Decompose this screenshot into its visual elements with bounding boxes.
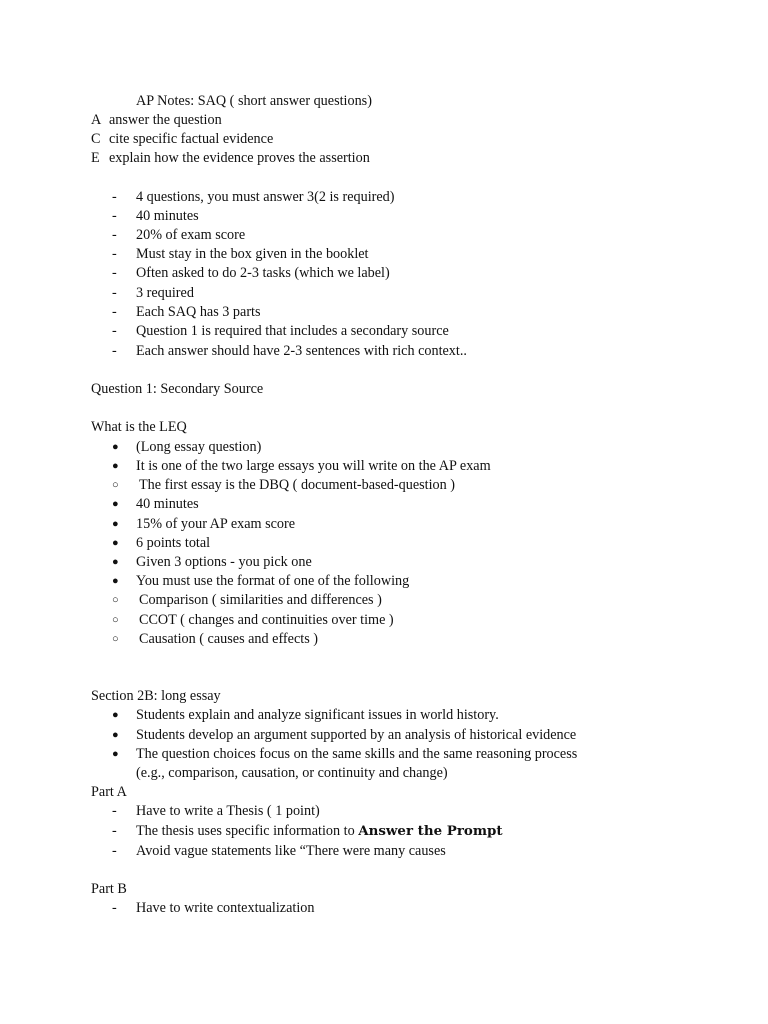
section-heading: What is the LEQ (91, 419, 187, 435)
list-item (112, 726, 576, 746)
bullet-marker: ● (112, 556, 119, 568)
list-item (112, 515, 295, 535)
list-item-text: Question 1 is required that includes a secondary source (136, 323, 449, 339)
list-item-text: Comparison ( similarities and differences ) (139, 592, 382, 608)
bullet-marker: ● (112, 537, 119, 549)
list-item (112, 611, 394, 631)
acronym-letter: C (91, 131, 101, 147)
list-item (112, 495, 199, 515)
list-item (112, 899, 314, 918)
dash-marker: - (112, 900, 117, 916)
dash-marker: - (112, 227, 117, 243)
bullet-marker: ● (112, 441, 119, 453)
page-title: AP Notes: SAQ ( short answer questions) (136, 93, 372, 109)
list-item (112, 534, 210, 554)
dash-marker: - (112, 343, 117, 359)
acronym-text: explain how the evidence proves the assertion (109, 150, 370, 166)
list-item (112, 245, 369, 264)
section-heading: Question 1: Secondary Source (91, 381, 264, 397)
list-item-text: 40 minutes (136, 208, 199, 224)
acronym-text: answer the question (109, 112, 222, 128)
circle-marker: ○ (112, 614, 119, 626)
section-heading: Part B (91, 881, 127, 897)
dash-marker: - (112, 803, 117, 819)
list-item-text: Each answer should have 2-3 sentences with rich context.. (136, 343, 467, 359)
dash-marker: - (112, 285, 117, 301)
dash-marker: - (112, 843, 117, 859)
list-item (112, 822, 503, 841)
acronym-line-a (91, 111, 222, 130)
circle-marker: ○ (112, 594, 119, 606)
dash-marker: - (112, 246, 117, 262)
list-item-text: Often asked to do 2-3 tasks (which we label) (136, 265, 390, 281)
list-item-text: 6 points total (136, 535, 211, 551)
dash-marker: - (112, 189, 117, 205)
list-item-text: 4 questions, you must answer 3(2 is required) (136, 189, 395, 205)
acronym-line-c (91, 130, 273, 149)
section-heading: Part A (91, 784, 127, 800)
list-item-text: You must use the format of one of the following (136, 573, 410, 589)
list-item-text: Have to write contextualization (136, 900, 315, 916)
dash-marker: - (112, 265, 117, 281)
bullet-marker: ● (112, 575, 119, 587)
bullet-marker: ● (112, 498, 119, 510)
list-item (112, 322, 449, 341)
list-item (112, 188, 395, 207)
list-item (112, 476, 455, 496)
dash-marker: - (112, 304, 117, 320)
list-item (112, 572, 409, 592)
list-item (112, 226, 245, 245)
dash-marker: - (112, 323, 117, 339)
bold-phrase: Answer the Prompt (358, 823, 503, 839)
acronym-letter: A (91, 112, 102, 128)
acronym-letter: E (91, 150, 100, 166)
list-item-text: 40 minutes (136, 496, 199, 512)
list-item-continuation: (e.g., comparison, causation, or continuity and change) (136, 765, 448, 781)
bullet-marker: ● (112, 729, 119, 741)
list-item (112, 264, 390, 283)
list-item-text: Given 3 options - you pick one (136, 554, 312, 570)
list-item-text: 3 required (136, 285, 194, 301)
list-item (112, 591, 382, 611)
list-item-text: It is one of the two large essays you will write on the AP exam (136, 458, 491, 474)
list-item-text: The question choices focus on the same skills and the same reasoning process (136, 746, 578, 762)
list-item-text: Have to write a Thesis ( 1 point) (136, 803, 320, 819)
list-item-text: Students develop an argument supported by an analysis of historical evidence (136, 727, 577, 743)
list-item-text: Causation ( causes and effects ) (139, 631, 318, 647)
circle-marker: ○ (112, 633, 119, 645)
bullet-marker: ● (112, 709, 119, 721)
dash-marker: - (112, 823, 117, 839)
bullet-marker: ● (112, 460, 119, 472)
acronym-line-e (91, 149, 370, 168)
circle-marker: ○ (112, 479, 119, 491)
list-item-text: CCOT ( changes and continuities over time ) (139, 612, 394, 628)
list-item-text: Students explain and analyze significant issues in world history. (136, 707, 499, 723)
bullet-marker: ● (112, 748, 119, 760)
list-item-text: The thesis uses specific information to (136, 823, 359, 839)
list-item (112, 745, 577, 765)
list-item (112, 706, 499, 726)
list-item (112, 553, 312, 573)
list-item (112, 207, 199, 226)
bullet-marker: ● (112, 518, 119, 530)
list-item-text: Each SAQ has 3 parts (136, 304, 261, 320)
list-item (112, 438, 261, 458)
list-item-text: 15% of your AP exam score (136, 516, 296, 532)
list-item-text: 20% of exam score (136, 227, 246, 243)
list-item-text: Avoid vague statements like “There were many causes (136, 843, 446, 859)
list-item-text: The first essay is the DBQ ( document-based-question ) (139, 477, 455, 493)
list-item (112, 842, 446, 861)
section-heading: Section 2B: long essay (91, 688, 221, 704)
list-item (112, 630, 318, 650)
list-item-text: (Long essay question) (136, 439, 262, 455)
list-item-text: Must stay in the box given in the booklet (136, 246, 369, 262)
acronym-text: cite specific factual evidence (109, 131, 274, 147)
list-item (112, 284, 194, 303)
list-item (112, 457, 491, 477)
list-item (112, 802, 320, 821)
list-item (112, 303, 261, 322)
dash-marker: - (112, 208, 117, 224)
list-item (112, 342, 467, 361)
